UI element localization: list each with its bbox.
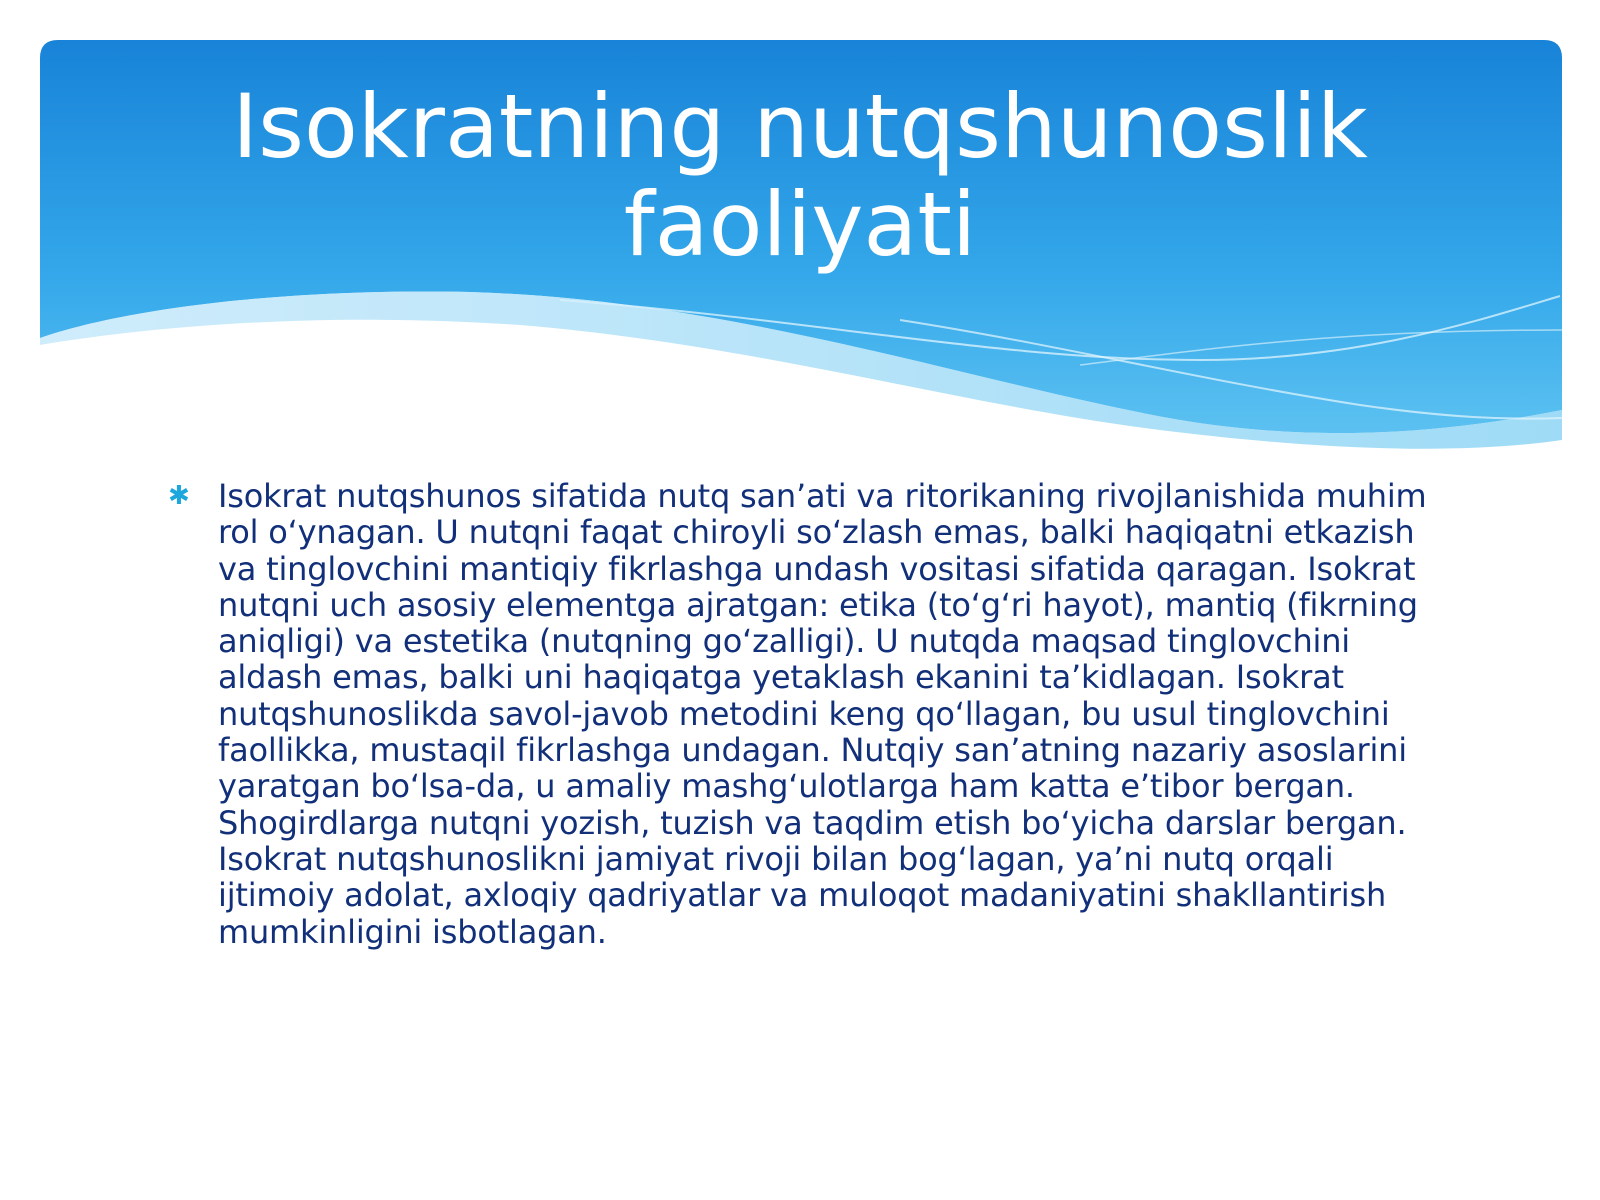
slide-body	[168, 478, 1428, 950]
bullet-item	[168, 478, 1428, 950]
slide-title: Isokratning nutqshunoslik faoliyati	[232, 75, 1368, 276]
asterisk-bullet-icon: ✱	[168, 481, 190, 511]
bullet-text: Isokrat nutqshunos sifatida nutq san’ati va ritorikaning rivojlanishida muhim rol o‘ynagan. U nutqni faqat chiroyli so‘zlash emas, balki haqiqatni etkazish va tinglovchini mantiqiy fikrlashga undash vositasi sifatida qaragan. Isokrat nutqni uch asosiy elementga ajratgan: etika (to‘g‘ri hayot), mantiq (fikrning aniqligi) va estetika (nutqning go‘zalligi). U nutqda maqsad tinglovchini aldash emas, balki uni haqiqatga yetaklash ekanini ta’kidlagan. Isokrat nutqshunoslikda savol-javob metodini keng qo‘llagan, bu usul tinglovchini faollikka, mustaqil fikrlashga undagan. Nutqiy san’atning nazariy asoslarini yaratgan bo‘lsa-da, u amaliy mashg‘ulotlarga ham katta e’tibor bergan. Shogirdlarga nutqni yozish, tuzish va taqdim etish bo‘yicha darslar bergan. Isokrat nutqshunoslikni jamiyat rivoji bilan bog‘lagan, ya’ni nutq orqali ijtimoiy adolat, axloqiy qadriyatlar va muloqot madaniyatini shakllantirish mumkinligini isbotlagan.	[218, 477, 1427, 951]
